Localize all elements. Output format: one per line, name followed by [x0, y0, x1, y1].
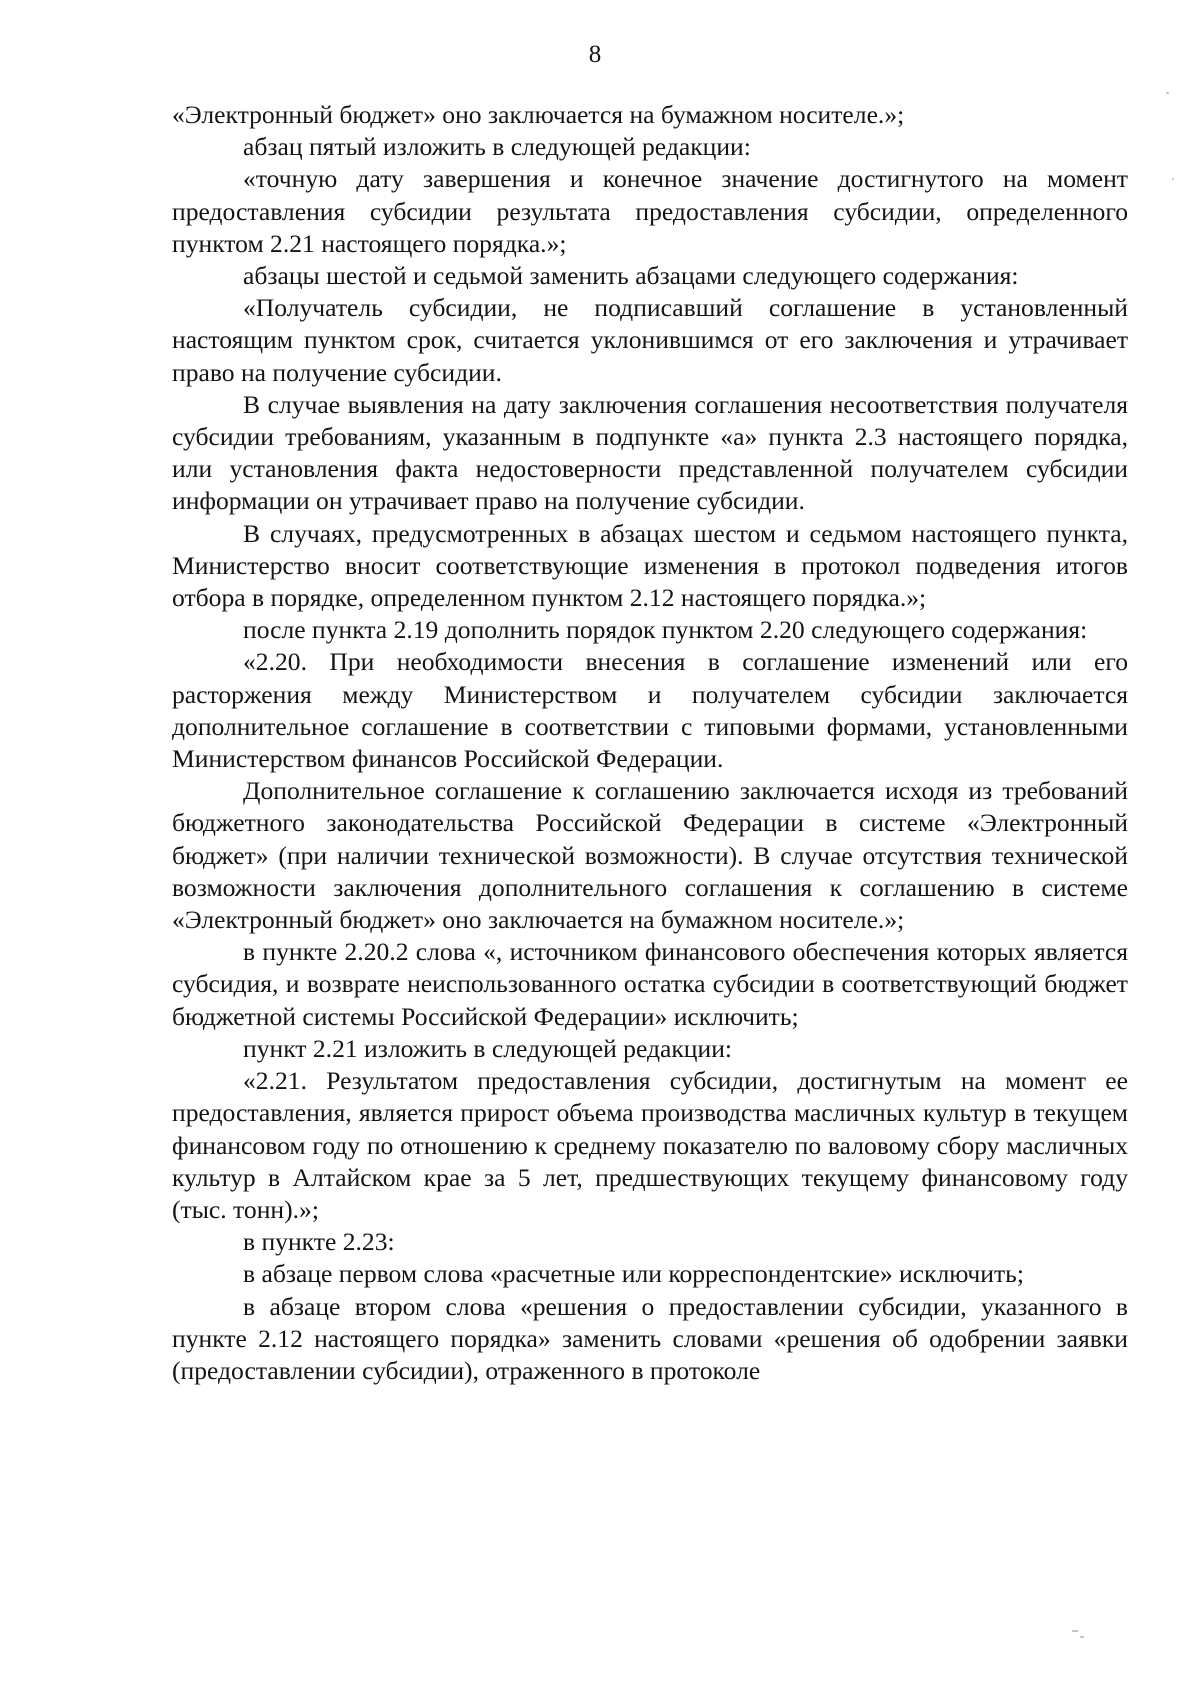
paragraph: абзацы шестой и седьмой заменить абзацами следующего содержания:: [243, 261, 1019, 291]
paragraph: «2.20. При необходимости внесения в соглашение изменений или его расторжения между Министерством и получателем субсидии заключается дополнительное соглашение в соответствии с типовыми формами, установленными Министерством финансов Российской Федерации.: [172, 647, 1128, 774]
paragraph: «Электронный бюджет» оно заключается на бумажном носителе.»;: [172, 100, 905, 129]
paragraph: В случае выявления на дату заключения соглашения несоответствия получателя субсидии требованиям, указанным в подпункте «а» пункта 2.3 настоящего порядка, или установления факта недостоверности представленной получателем субсидии информации он утрачивает право на получение субсидии.: [172, 389, 1128, 516]
paragraph: в пункте 2.20.2 слова «, источником финансового обеспечения которых является субсидия, и возврате неиспользованного остатка субсидии в соответствующий бюджет бюджетной системы Российской Федерации» исключить;: [172, 937, 1128, 1031]
scan-speck: [1072, 1630, 1078, 1632]
paragraph: в абзаце втором слова «решения о предоставлении субсидии, указанного в пункте 2.12 настоящего порядка» заменить словами «решения об одобрении заявки (предоставлении субсидии), отраженного в протоколе: [172, 1291, 1128, 1385]
scan-speck: [1166, 92, 1169, 94]
paragraph: Дополнительное соглашение к соглашению заключается исходя из требований бюджетного законодательства Российской Федерации в системе «Электронный бюджет» (при наличии технической возможности). В случае отсутствия технической возможности заключения дополнительного соглашения к соглашению в системе «Электронный бюджет» оно заключается на бумажном носителе.»;: [172, 776, 1128, 935]
paragraph: в пункте 2.23:: [243, 1227, 395, 1257]
paragraph: абзац пятый изложить в следующей редакции:: [243, 132, 751, 162]
page-number: 8: [588, 41, 602, 68]
scan-speck: [1172, 178, 1174, 180]
paragraph: «точную дату завершения и конечное значение достигнутого на момент предоставления субсидии результата предоставления субсидии, определенного пунктом 2.21 настоящего порядка.»;: [172, 164, 1128, 258]
scan-speck: [1080, 1636, 1084, 1638]
paragraph: после пункта 2.19 дополнить порядок пунктом 2.20 следующего содержания:: [243, 615, 1088, 645]
paragraph: в абзаце первом слова «расчетные или корреспондентские» исключить;: [243, 1259, 1024, 1289]
paragraph: пункт 2.21 изложить в следующей редакции:: [243, 1033, 733, 1063]
document-body: [172, 99, 1128, 1387]
paragraph: «Получатель субсидии, не подписавший соглашение в установленный настоящим пунктом срок, считается уклонившимся от его заключения и утрачивает право на получение субсидии.: [172, 293, 1128, 387]
paragraph: В случаях, предусмотренных в абзацах шестом и седьмом настоящего пункта, Министерство вносит соответствующие изменения в протокол подведения итогов отбора в порядке, определенном пунктом 2.12 настоящего порядка.»;: [172, 518, 1128, 613]
paragraph: «2.21. Результатом предоставления субсидии, достигнутым на момент ее предоставления, является прирост объема производства масличных культур в текущем финансовом году по отношению к среднему показателю по валовому сбору масличных культур в Алтайском крае за 5 лет, предшествующих текущему финансовому году (тыс. тонн).»;: [172, 1066, 1128, 1224]
